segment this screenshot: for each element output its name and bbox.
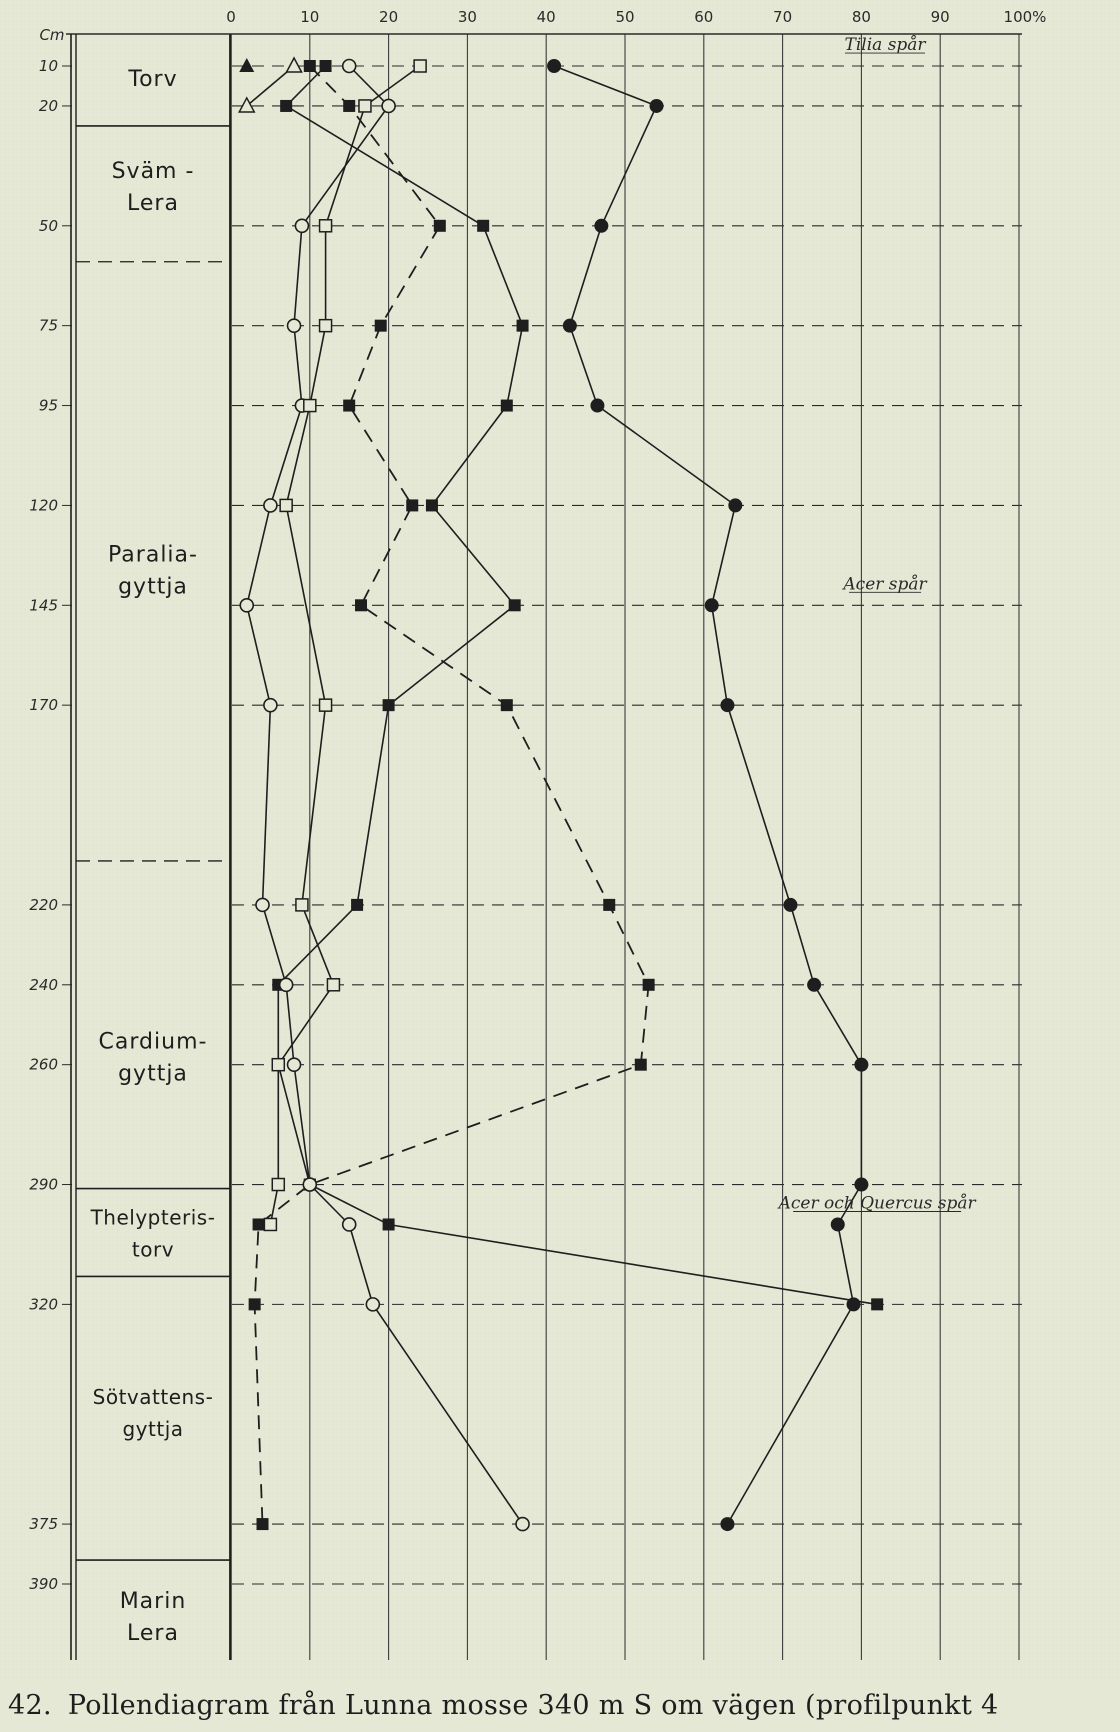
data-point [320,320,332,332]
data-point [257,1518,269,1530]
data-point [280,100,292,112]
data-point [426,499,438,511]
annotation: Acer spår [843,574,927,595]
data-point [264,1218,276,1230]
x-tick-label: 40 [536,8,556,26]
x-tick-label: 0 [226,8,236,26]
layer-label-line: Sötvattens- [92,1385,214,1410]
depth-tick-label: 145 [29,596,58,615]
data-point [280,978,293,991]
x-tick-label: 70 [773,8,793,26]
data-point [295,219,308,232]
data-point [343,1218,356,1231]
data-point [854,1178,868,1192]
layer-label-line: gyttja [118,1061,188,1087]
data-point [854,1058,868,1072]
data-point [643,979,655,991]
layer-label-line: torv [131,1237,175,1262]
data-point [366,1298,379,1311]
data-point [871,1298,883,1310]
data-point [343,100,355,112]
data-point [705,598,719,612]
data-point [650,99,664,113]
data-point [807,978,821,992]
x-unit-label: 100% [1003,8,1047,26]
data-point [264,699,277,712]
depth-tick-label: 10 [38,57,58,75]
data-point [383,699,395,711]
layer-label-line: gyttja [118,574,188,600]
data-point [288,1058,301,1071]
x-tick-label: 20 [379,8,399,26]
data-point [603,899,615,911]
depth-tick-label: 220 [29,895,58,914]
data-point [563,319,577,333]
data-point [383,1218,395,1230]
data-point [720,698,734,712]
data-point [831,1217,845,1231]
x-tick-label: 80 [851,8,871,26]
data-point [320,699,332,711]
data-point [303,1178,316,1191]
data-point [594,219,608,233]
data-point [635,1059,647,1071]
data-point [414,60,426,72]
x-tick-label: 30 [457,8,477,26]
data-point [264,499,277,512]
data-point [547,59,561,73]
data-point [320,220,332,232]
layer-label-line: Lera [127,1620,179,1646]
data-point [272,1059,284,1071]
depth-tick-label: 320 [29,1295,58,1314]
data-point [517,320,529,332]
figure-number: 42. [8,1690,52,1721]
data-point [327,979,339,991]
data-point [343,60,356,73]
annotation: Acer och Quercus spår [778,1193,976,1214]
data-point [351,899,363,911]
x-tick-label: 10 [300,8,320,26]
data-point [590,399,604,413]
depth-tick-label: 120 [29,496,58,515]
depth-tick-label: 50 [38,216,58,235]
data-point [249,1298,261,1310]
data-point [256,898,269,911]
data-point [253,1218,265,1230]
depth-tick-label: 95 [38,396,58,415]
data-point [501,400,513,412]
caption-text: Pollendiagram från Lunna mosse 340 m S om vägen (profilpunkt 4 [67,1690,999,1721]
data-point [280,499,292,511]
data-point [304,60,316,72]
data-point [343,400,355,412]
data-point [516,1518,529,1531]
data-point [296,899,308,911]
y-unit-label: Cm [39,26,65,44]
depth-tick-label: 75 [38,316,58,335]
figure-caption [8,1690,1108,1721]
layer-label-line: gyttja [122,1417,184,1442]
layer-label-line: Paralia- [108,542,198,568]
data-point [375,320,387,332]
layer-label [127,67,177,92]
data-point [509,599,521,611]
depth-tick-label: 375 [29,1515,58,1534]
depth-tick-label: 290 [29,1175,58,1194]
layer-label-line: Lera [127,190,179,216]
layer-label-line: Torv [128,66,178,92]
data-point [406,499,418,511]
layer-label-line: Sväm - [111,158,195,184]
x-tick-label: 90 [930,8,950,26]
layer-label-line: Thelypteris- [90,1205,216,1230]
depth-tick-label: 390 [29,1575,58,1593]
data-point [272,1179,284,1191]
data-point [240,599,253,612]
data-point [728,498,742,512]
data-point [720,1517,734,1531]
data-point [382,99,395,112]
data-point [288,319,301,332]
data-point [847,1297,861,1311]
x-tick-label: 60 [694,8,714,26]
depth-tick-label: 240 [29,975,58,994]
depth-tick-label: 260 [29,1055,58,1074]
layer-label-line: Marin [119,1588,187,1614]
data-point [359,100,371,112]
data-point [320,60,332,72]
data-point [355,599,367,611]
x-tick-label: 50 [615,8,635,26]
annotation: Tilia spår [844,35,926,56]
data-point [783,898,797,912]
data-point [477,220,489,232]
depth-tick-label: 20 [38,96,58,115]
depth-tick-label: 170 [29,696,58,715]
layer-label-line: Cardium- [98,1029,208,1055]
data-point [501,699,513,711]
data-point [434,220,446,232]
data-point [304,400,316,412]
